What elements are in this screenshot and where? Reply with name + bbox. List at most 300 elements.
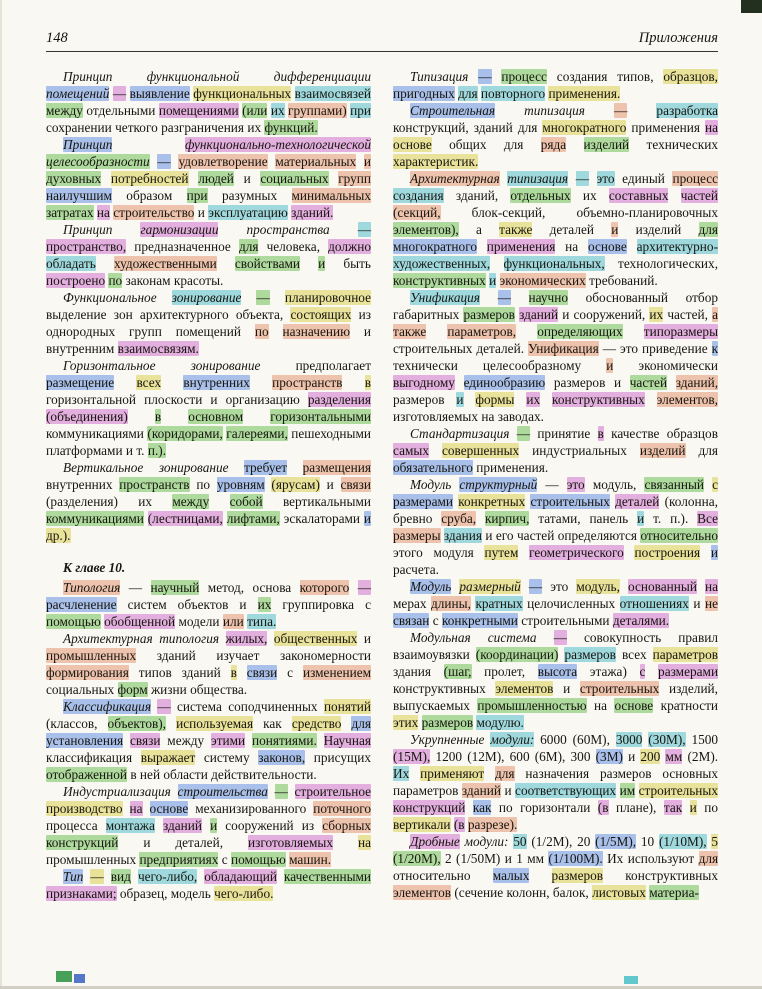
word: выпускаемых — [393, 698, 470, 713]
word: ней — [139, 767, 161, 782]
word: на — [96, 205, 110, 220]
word: — — [545, 477, 559, 492]
running-title: Приложения — [638, 30, 718, 46]
word: пространство, — [46, 239, 127, 254]
word: изготовляемых — [247, 835, 333, 850]
word: размерами — [393, 494, 454, 509]
word: зданий — [162, 818, 202, 833]
word: для — [495, 766, 515, 781]
word: качественными — [283, 869, 372, 884]
word: мм — [665, 749, 683, 764]
term-word: строительства — [177, 784, 268, 799]
glossary-paragraph — [393, 476, 718, 578]
word: технически — [393, 358, 458, 373]
word: строительных — [638, 783, 718, 798]
word: размеров — [553, 375, 606, 390]
word: связи — [246, 665, 278, 680]
word: и — [210, 392, 218, 407]
word: сруба, — [441, 511, 477, 526]
word: и — [363, 631, 372, 646]
word: монтажа — [105, 818, 155, 833]
word: помещений — [175, 324, 242, 339]
term-word: Тип — [63, 869, 84, 884]
word: модуль, — [576, 579, 620, 594]
term-word: Дробные — [410, 834, 460, 849]
word: (координации) — [475, 647, 559, 662]
word: всех — [136, 375, 162, 390]
word: заводах. — [497, 409, 544, 424]
word: назначению — [282, 324, 351, 339]
word: экономически — [638, 358, 719, 373]
word: взаимосвязей — [294, 86, 372, 101]
word: пешеходными — [291, 426, 372, 441]
word: красоты. — [173, 273, 224, 288]
word: предназначенное — [134, 239, 231, 254]
term-word: размерный — [459, 579, 521, 594]
term-word: Вертикальное — [63, 460, 144, 475]
word: здания — [393, 664, 432, 679]
word: к — [711, 341, 719, 356]
word: и — [485, 528, 493, 543]
word: и — [326, 477, 334, 492]
word: 600 — [509, 749, 530, 764]
page-header — [46, 30, 718, 51]
word: определяющих — [537, 324, 623, 339]
word: для — [351, 716, 372, 731]
word: присущих — [313, 750, 371, 765]
word: жилых, — [225, 631, 268, 646]
word: используют — [627, 851, 695, 866]
word: и — [689, 800, 697, 815]
word: групп — [338, 171, 372, 186]
word: строительных — [579, 681, 660, 696]
word: и — [456, 392, 464, 407]
word: законам — [125, 273, 171, 288]
word: галереями, — [226, 426, 288, 441]
word: взаимоувязки — [393, 647, 470, 662]
word: татами, — [538, 511, 581, 526]
word: горизонтали — [520, 800, 591, 815]
word: и — [693, 596, 701, 611]
word: Их — [393, 766, 410, 781]
glossary-paragraph — [393, 425, 718, 476]
word: панель — [589, 511, 629, 526]
word: их — [270, 103, 285, 118]
word: наилучшим — [46, 188, 112, 203]
word: п.). — [147, 443, 167, 458]
word: размеров — [463, 307, 515, 322]
word: отображенной — [46, 767, 127, 782]
word: групп — [129, 324, 162, 339]
word: зданий — [156, 648, 196, 663]
word: машин. — [289, 852, 332, 867]
word: деталями. — [612, 613, 670, 628]
word: с — [221, 852, 228, 867]
glossary-paragraph — [46, 868, 371, 902]
word: (объединения) — [46, 409, 128, 424]
word: размеров — [551, 868, 604, 883]
word: выгодному — [393, 375, 455, 390]
word: зданий — [181, 665, 221, 680]
word: при — [350, 103, 371, 118]
word: удовлетворение — [178, 154, 268, 169]
word: самых — [393, 443, 429, 458]
word: отношениях — [619, 596, 689, 611]
word: типа. — [247, 614, 277, 629]
word: между — [167, 733, 205, 748]
word: и — [318, 256, 326, 271]
word: конструктивных — [552, 392, 645, 407]
word: промышленных — [46, 648, 137, 663]
word: понятиями. — [251, 733, 317, 748]
word: образом — [126, 188, 173, 203]
word: разделения — [307, 392, 371, 407]
word: 5 — [711, 834, 719, 849]
word: разрезе). — [467, 817, 518, 832]
word: горизонтальной — [46, 392, 137, 407]
word: систему — [203, 750, 250, 765]
word: в — [154, 409, 162, 424]
word: (3М) — [595, 749, 623, 764]
word: параметров — [393, 783, 459, 798]
word: 10 — [640, 834, 655, 849]
word: — — [90, 869, 104, 884]
word: малых — [492, 868, 530, 883]
word: изменением — [302, 665, 372, 680]
word: единый — [622, 171, 665, 186]
word: размещения — [302, 460, 371, 475]
header-rule — [46, 51, 718, 52]
word: объемно-планировочных — [576, 205, 718, 220]
word: выявление — [129, 86, 190, 101]
word: путем — [484, 545, 519, 560]
term-word: типология — [159, 631, 220, 646]
word: применения — [486, 239, 556, 254]
word: однородных — [46, 324, 116, 339]
word: типов — [138, 665, 172, 680]
word: и — [504, 783, 512, 798]
word: повторного — [480, 86, 546, 101]
left-column — [46, 68, 371, 902]
word: функциональных — [193, 86, 292, 101]
term-word: Архитектурная — [63, 631, 153, 646]
book-page — [46, 30, 718, 902]
word: как — [472, 800, 492, 815]
word: и — [363, 511, 371, 526]
word: а — [476, 222, 482, 237]
word: (60М), — [572, 732, 610, 747]
word: связи — [340, 477, 371, 492]
term-word: Принцип — [63, 69, 113, 84]
word: (или — [242, 103, 268, 118]
word: целесообразному — [482, 358, 582, 373]
word: модели — [178, 614, 220, 629]
word: в — [364, 375, 371, 390]
word: для — [698, 222, 719, 237]
word: с — [365, 597, 371, 612]
word: деталей, — [175, 835, 224, 850]
word: балок, — [552, 885, 589, 900]
word: — — [478, 69, 492, 84]
word: художественными — [113, 256, 217, 271]
word: и — [197, 205, 205, 220]
word: — — [357, 222, 372, 237]
word: высота — [537, 664, 578, 679]
word: зданий, — [675, 375, 719, 390]
word: также — [393, 324, 427, 339]
word: эксплуатацию — [208, 205, 288, 220]
word: (1/10М), — [658, 834, 707, 849]
word: технологических, — [618, 256, 719, 271]
word: духовных — [46, 171, 102, 186]
word: размеров — [421, 715, 474, 730]
word: — — [497, 290, 511, 305]
word: разработка — [656, 103, 718, 118]
word: (коридорами, — [147, 426, 223, 441]
term-word: Стандартизация — [410, 426, 510, 441]
word: — — [614, 103, 628, 118]
word: и — [210, 818, 218, 833]
word: конструкций — [46, 835, 119, 850]
word: и — [628, 749, 636, 764]
word: приведение — [641, 341, 708, 356]
text-columns — [46, 68, 718, 902]
term-word: зонирование — [171, 290, 242, 305]
word: назначения — [525, 766, 590, 781]
word: и — [613, 375, 622, 390]
word: частей — [516, 528, 555, 543]
word: 20 — [577, 834, 591, 849]
word: это — [620, 341, 638, 356]
word: сохранении — [46, 120, 112, 135]
word: изделий — [583, 137, 630, 152]
word: материа- — [649, 885, 699, 900]
glossary-paragraph — [393, 289, 718, 425]
word: этажа) — [589, 664, 627, 679]
word: состоящих — [290, 307, 352, 322]
word: конструктивных — [625, 868, 718, 883]
word: эскалаторами — [283, 511, 361, 526]
word: (в — [597, 800, 609, 815]
word: изготовляемых — [393, 409, 479, 424]
glossary-paragraph — [393, 731, 718, 833]
word: действительности. — [211, 767, 317, 782]
word: вертикальными — [282, 494, 372, 509]
word: Научная — [323, 733, 371, 748]
word: построено — [46, 273, 106, 288]
word: используемая — [176, 716, 254, 731]
scan-color-mark — [74, 974, 85, 983]
word: горизонтальными — [270, 409, 372, 424]
word: пролет, — [484, 664, 526, 679]
word: основном — [188, 409, 244, 424]
word: архитектурно-художественных, — [393, 239, 718, 271]
word: — — [128, 580, 143, 595]
word: конструктивных — [393, 681, 486, 696]
word: по — [108, 273, 123, 288]
glossary-paragraph — [46, 783, 371, 868]
word: целочисленных — [527, 596, 616, 611]
word: и — [606, 358, 614, 373]
word: архитектурного — [139, 307, 229, 322]
word: основе — [588, 239, 627, 254]
word: основанный — [628, 579, 697, 594]
word: п.). — [670, 511, 689, 526]
word: метод, — [207, 580, 245, 595]
word: основе — [614, 698, 654, 713]
word: поточного — [313, 801, 371, 816]
word: 2 — [445, 851, 452, 866]
term-word: помещений — [46, 86, 110, 101]
word: т. — [653, 511, 662, 526]
scan-color-mark — [56, 971, 72, 982]
word: собой — [229, 494, 263, 509]
word: или — [222, 614, 244, 629]
word: их — [582, 188, 597, 203]
term-word: Унификация — [410, 290, 480, 305]
word: (лестницами, — [147, 511, 223, 526]
glossary-paragraph — [393, 102, 718, 170]
word: этого — [393, 545, 423, 560]
word: по — [704, 800, 718, 815]
word: и — [489, 273, 497, 288]
word: размерами — [658, 664, 719, 679]
word: применения — [631, 120, 700, 135]
word: (секций, — [393, 205, 441, 220]
glossary-paragraph — [46, 459, 371, 544]
word: — — [528, 579, 543, 594]
word: их — [138, 494, 153, 509]
word: минимальных — [291, 188, 372, 203]
word: это — [566, 477, 585, 492]
word: законов, — [258, 750, 306, 765]
word: так — [663, 800, 683, 815]
word: также — [499, 222, 533, 237]
word: и — [125, 443, 134, 458]
glossary-paragraph — [393, 170, 718, 289]
word: выделение — [46, 307, 107, 322]
word: листовых — [592, 885, 646, 900]
glossary-paragraph — [393, 833, 718, 901]
word: взаимосвязям. — [117, 341, 199, 356]
word: расчленение — [46, 597, 117, 612]
word: форм — [117, 682, 148, 697]
word: здания — [443, 528, 482, 543]
word: обладающий — [204, 869, 277, 884]
word: зон — [113, 307, 133, 322]
word: — — [112, 86, 127, 101]
word: др.). — [46, 528, 71, 543]
glossary-paragraph — [46, 630, 371, 698]
word: экономических — [499, 273, 586, 288]
word: обязательного — [393, 460, 473, 475]
term-word: типизация — [524, 103, 585, 118]
word: и — [363, 324, 372, 339]
term-word: зонирование — [190, 358, 261, 373]
term-word: модули: — [464, 834, 509, 849]
word: функциональных, — [503, 256, 605, 271]
word: потребностей — [110, 171, 189, 186]
word: установления — [46, 733, 124, 748]
word: — — [516, 426, 531, 441]
word: (классов, — [46, 716, 98, 731]
word: его — [495, 528, 514, 543]
word: модель — [170, 886, 211, 901]
term-word: Принцип — [63, 222, 113, 237]
term-word: Строительная — [410, 103, 496, 118]
word: предполагает — [295, 358, 372, 373]
word: четкого — [115, 120, 158, 135]
word: жизни — [151, 682, 187, 697]
word: модуль, — [592, 477, 637, 492]
word: которого — [299, 580, 350, 595]
word: (1/50М) — [456, 851, 501, 866]
word: этими — [211, 733, 246, 748]
word: понятий — [323, 699, 371, 714]
word: геометрического — [529, 545, 624, 560]
word: их — [257, 597, 272, 612]
word: процесс — [501, 69, 547, 84]
word: с — [287, 665, 294, 680]
word: применения. — [548, 86, 621, 101]
word: вид — [110, 869, 131, 884]
word: (шаг, — [443, 664, 472, 679]
word: кирпич, — [484, 511, 530, 526]
word: (в — [453, 817, 465, 832]
word: 10. — [108, 560, 126, 575]
word: типов, — [617, 69, 654, 84]
term-word: гармонизации — [140, 222, 219, 237]
word: образцов, — [663, 69, 718, 84]
word: (15М), — [393, 749, 431, 764]
word: свойствами — [234, 256, 301, 271]
word: для — [698, 443, 719, 458]
word: пригодных — [393, 86, 455, 101]
word: деталей — [615, 494, 660, 509]
word: конкретными — [441, 613, 518, 628]
word: пространств — [119, 477, 190, 492]
word: связи — [129, 733, 161, 748]
word: 6000 — [540, 732, 567, 747]
term-word: система — [487, 630, 537, 645]
word: и — [710, 545, 718, 560]
term-word: Горизонтальное — [63, 358, 156, 373]
word: — — [274, 784, 288, 799]
section-heading — [46, 559, 371, 576]
word: плане), — [615, 800, 657, 815]
word: на — [357, 835, 371, 850]
word: сборных — [322, 818, 372, 833]
word: многократного — [393, 239, 477, 254]
term-word: Модульная — [410, 630, 471, 645]
word: (разделения) — [46, 494, 118, 509]
word: — — [553, 630, 567, 645]
word: — — [157, 154, 171, 169]
word: организацию — [225, 392, 300, 407]
word: ряда — [540, 137, 567, 152]
word: зданий — [519, 307, 559, 322]
word: т. — [136, 443, 145, 458]
word: между — [172, 494, 210, 509]
term-word: Типология — [63, 580, 121, 595]
word: размещение — [46, 375, 115, 390]
word: зданий — [473, 120, 513, 135]
word: связанный — [644, 477, 705, 492]
word: платформами — [46, 443, 123, 458]
word: (ярусам) — [271, 477, 320, 492]
term-word: модули: — [490, 732, 535, 747]
term-word: структурный — [459, 477, 538, 492]
